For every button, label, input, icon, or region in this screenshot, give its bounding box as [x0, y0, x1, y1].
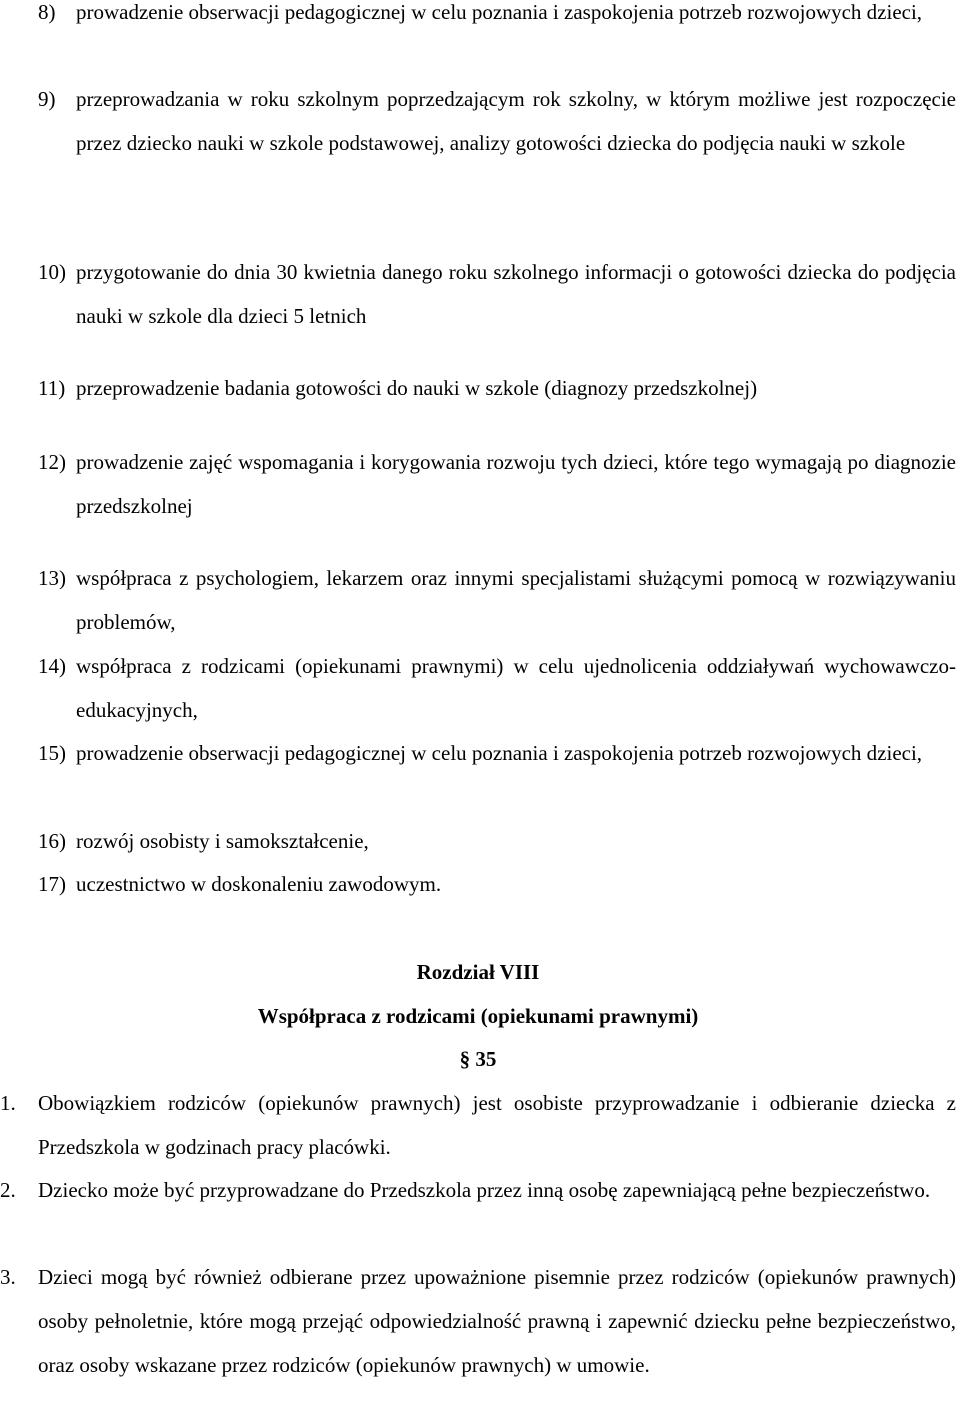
list-item	[38, 440, 956, 528]
list-item-text: przygotowanie do dnia 30 kwietnia danego roku szkolnego informacji o gotowości dziecka do podjęcia nauki w szkole dla dzieci 5 letnich	[76, 260, 956, 328]
list-item-number: 9)	[38, 87, 56, 111]
list-item-number: 16)	[38, 829, 66, 853]
section-number: § 35	[459, 1047, 497, 1071]
list-item-text: współpraca z rodzicami (opiekunami prawnymi) w celu ujednolicenia oddziaływań wychowawczo-edukacyjnych,	[76, 654, 956, 722]
list-item-number: 11)	[38, 376, 66, 400]
list-item-number: 10)	[38, 260, 66, 284]
list-item	[38, 250, 956, 338]
list-item-number: 12)	[38, 450, 66, 474]
list-item-text: przeprowadzenie badania gotowości do nauki w szkole (diagnozy przedszkolnej)	[76, 376, 758, 400]
paragraph-number: 2.	[0, 1178, 16, 1202]
list-item-number: 8)	[38, 0, 56, 24]
paragraph-text: Dziecko może być przyprowadzane do Przedszkola przez inną osobę zapewniającą pełne bezpieczeństwo.	[38, 1178, 931, 1202]
list-item	[38, 644, 956, 732]
list-item-text: prowadzenie obserwacji pedagogicznej w celu poznania i zaspokojenia potrzeb rozwojowych dzieci,	[76, 741, 923, 765]
list-item-text: uczestnictwo w doskonaleniu zawodowym.	[76, 872, 442, 896]
paragraph-number: 3.	[0, 1265, 16, 1289]
list-item	[38, 366, 956, 410]
chapter-title: Rozdział VIII	[416, 960, 540, 984]
list-item-number: 13)	[38, 566, 66, 590]
list-item-text: prowadzenie obserwacji pedagogicznej w celu poznania i zaspokojenia potrzeb rozwojowych dzieci,	[76, 0, 923, 24]
paragraph-number: 1.	[0, 1091, 16, 1115]
list-item	[38, 819, 956, 863]
list-item-text: współpraca z psychologiem, lekarzem oraz innymi specjalistami służącymi pomocą w rozwiązywaniu problemów,	[76, 566, 956, 634]
list-item-text: prowadzenie zajęć wspomagania i korygowania rozwoju tych dzieci, które tego wymagają po diagnozie przedszkolnej	[76, 450, 956, 518]
paragraph-text: Obowiązkiem rodziców (opiekunów prawnych) jest osobiste przyprowadzanie i odbieranie dziecka z Przedszkola w godzinach pracy placówki.	[38, 1091, 956, 1159]
paragraph	[0, 1255, 956, 1387]
list-item	[38, 862, 956, 906]
list-item	[38, 731, 956, 775]
list-item-number: 15)	[38, 741, 66, 765]
list-item-text: rozwój osobisty i samokształcenie,	[76, 829, 369, 853]
list-item-text: przeprowadzania w roku szkolnym poprzedzającym rok szkolny, w którym możliwe jest rozpoczęcie przez dziecko nauki w szkole podstawowej, analizy gotowości dziecka do podjęcia nauki w szkole	[76, 87, 956, 155]
paragraph	[0, 1081, 956, 1169]
list-item-number: 17)	[38, 872, 66, 896]
chapter-subtitle: Współpraca z rodzicami (opiekunami prawnymi)	[257, 1004, 699, 1028]
list-item	[38, 556, 956, 644]
paragraph-text: Dzieci mogą być również odbierane przez upoważnione pisemnie przez rodziców (opiekunów prawnych) osoby pełnoletnie, które mogą przejąć odpowiedzialność prawną i zapewnić dziecku pełne bezpieczeństwo, oraz osoby wskazane przez rodziców (opiekunów prawnych) w umowie.	[38, 1265, 956, 1377]
list-item	[38, 77, 956, 165]
list-item-number: 14)	[38, 654, 66, 678]
paragraph	[0, 1168, 956, 1212]
list-item	[38, 0, 956, 34]
